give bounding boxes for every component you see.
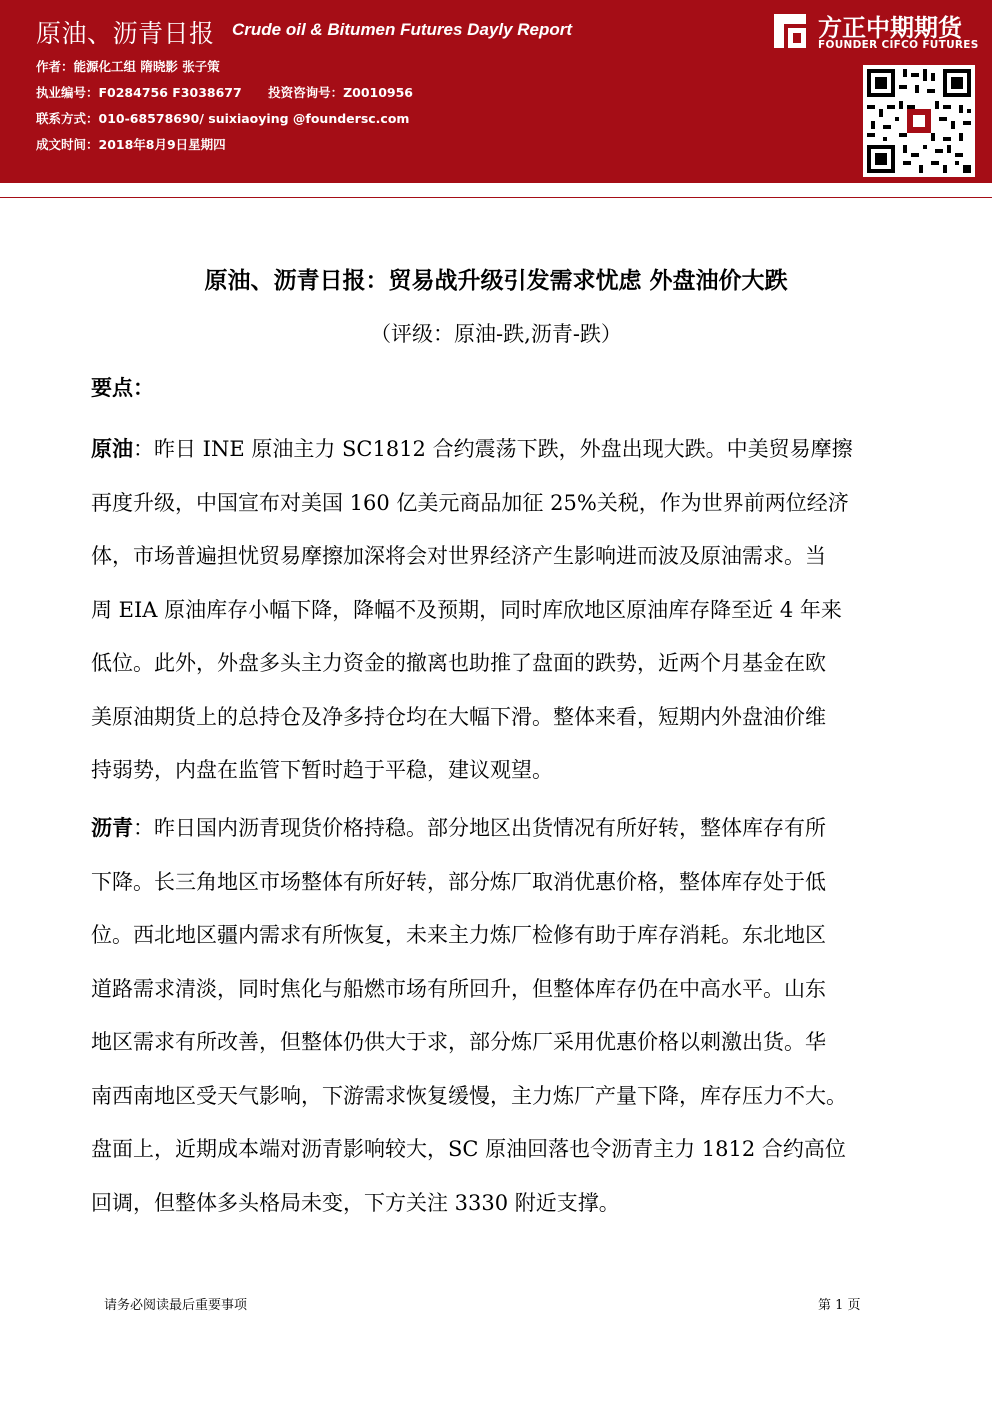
bitumen-label: 沥青: [91, 816, 133, 840]
paragraph-line: 低位。此外，外盘多头主力资金的撤离也助推了盘面的跌势，近两个月基金在欧: [91, 651, 826, 675]
date-line: 成文时间：2018年8月9日星期四: [36, 137, 226, 152]
paragraph-line: 持弱势，内盘在监管下暂时趋于平稳，建议观望。: [91, 758, 553, 782]
header-divider: [0, 183, 992, 198]
paragraph-line: 回调，但整体多头格局未变，下方关注 3330 附近支撑。: [91, 1190, 620, 1215]
paragraph-line: 周 EIA 原油库存小幅下降，降幅不及预期，同时库欣地区原油库存降至近 4 年来: [91, 597, 842, 622]
founder-logo-icon: [770, 10, 810, 52]
crude-oil-paragraph: [91, 423, 903, 798]
paragraph-line: 下降。长三角地区市场整体有所好转，部分炼厂取消优惠价格，整体库存处于低: [91, 869, 826, 894]
logo-text-en: FOUNDER CIFCO FUTURES: [818, 39, 979, 51]
key-points-heading: 要点：: [91, 376, 154, 400]
paragraph-line: 体，市场普遍担忧贸易摩擦加深将会对世界经济产生影响进而波及原油需求。当: [91, 544, 826, 568]
license-line: [36, 83, 413, 101]
paragraph-line: 位。西北地区疆内需求有所恢复，未来主力炼厂检修有助于库存消耗。东北地区: [91, 923, 826, 947]
qr-code-icon: [863, 65, 975, 177]
document-title: 原油、沥青日报：贸易战升级引发需求忧虑 外盘油价大跌: [204, 268, 788, 294]
contact-line: 联系方式：010-68578690/ suixiaoying @foundersc.com: [36, 111, 410, 126]
report-title-cn: 原油、沥青日报: [36, 19, 215, 48]
paragraph-line: 盘面上，近期成本端对沥青影响较大，SC 原油回落也令沥青主力 1812 合约高位: [91, 1137, 846, 1161]
paragraph-line: 地区需求有所改善，但整体仍供大于求，部分炼厂采用优惠价格以刺激出货。华: [91, 1030, 826, 1054]
license-number: 执业编号：F0284756 F3038677: [36, 85, 242, 100]
report-title-en: Crude oil & Bitumen Futures Dayly Report: [232, 20, 573, 39]
paragraph-line: 沥青：昨日国内沥青现货价格持稳。部分地区出货情况有所好转，整体库存有所: [91, 816, 826, 840]
logo-text-cn: 方正中期期货: [818, 14, 962, 42]
crude-oil-label: 原油: [91, 437, 133, 461]
footer-notice: 请务必阅读最后重要事项: [104, 1298, 248, 1313]
consult-number: 投资咨询号：Z0010956: [268, 85, 414, 100]
paragraph-line: 南西南地区受天气影响，下游需求恢复缓慢，主力炼厂产量下降，库存压力不大。: [91, 1083, 847, 1108]
bitumen-paragraph: [91, 802, 903, 1230]
authors-line: 作者：能源化工组 隋晓影 张子策: [36, 59, 220, 74]
paragraph-line: 再度升级，中国宣布对美国 160 亿美元商品加征 25%关税，作为世界前两位经济: [91, 490, 849, 515]
company-logo: [770, 8, 980, 58]
paragraph-line: 原油：昨日 INE 原油主力 SC1812 合约震荡下跌，外盘出现大跌。中美贸易摩擦: [91, 437, 853, 461]
report-header: [0, 0, 992, 183]
page-number: 第 1 页: [818, 1298, 861, 1313]
paragraph-line: 美原油期货上的总持仓及净多持仓均在大幅下滑。整体来看，短期内外盘油价维: [91, 704, 826, 729]
rating: （评级：原油-跌,沥青-跌）: [370, 322, 622, 346]
paragraph-line: 道路需求清淡，同时焦化与船燃市场有所回升，但整体库存仍在中高水平。山东: [91, 976, 826, 1001]
